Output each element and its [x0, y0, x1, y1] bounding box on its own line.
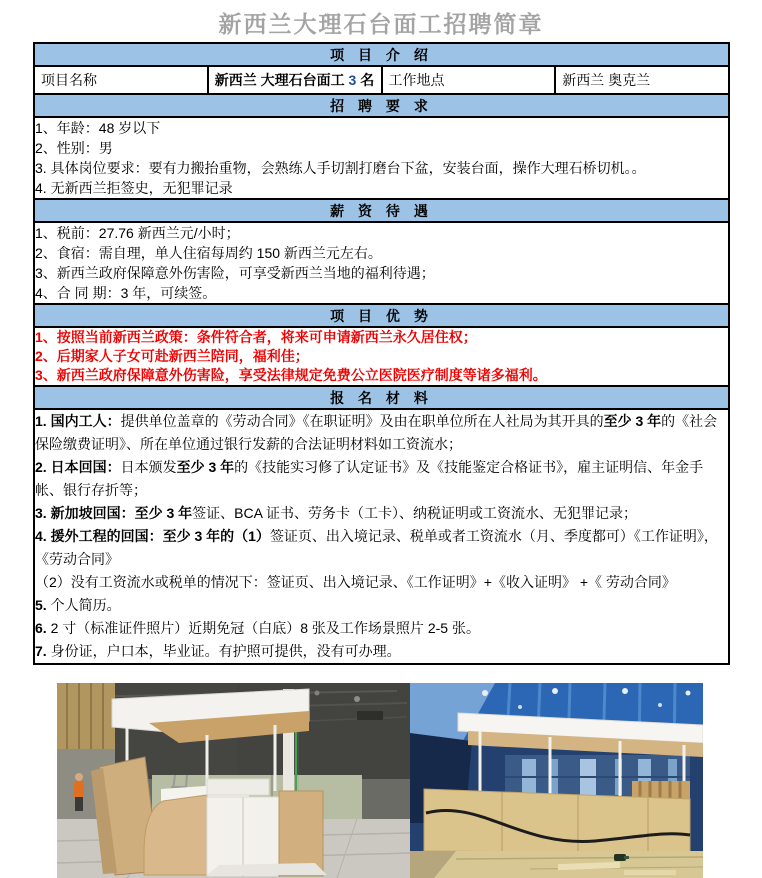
recruitment-table	[33, 42, 730, 665]
material-item: 7. 身份证，户口本，毕业证。有护照可提供，没有可办理。	[35, 643, 401, 659]
section-header-salary: 薪 资 待 遇	[34, 199, 729, 222]
salary-line: 2、食宿：需自理，单人住宿每周约 150 新西兰元左右。	[35, 245, 382, 261]
material-item: （2）没有工资流水或税单的情况下：签证页、出入境记录、《工作证明》+《收入证明》 +《 劳动合同》	[35, 574, 676, 590]
section-header-advantages: 项 目 优 势	[34, 304, 729, 327]
requirement-line: 2、性别：男	[35, 140, 113, 156]
workshop-photo-left	[57, 683, 410, 878]
material-item: 4. 援外工程的回国：至少 3 年的（1）签证页、出入境记录、税单或者工资流水（月、季度都可）《工作证明》，《劳动合同》	[35, 528, 718, 567]
info-value-work-location: 新西兰 奥克兰	[555, 66, 729, 94]
salary-line: 3、新西兰政府保障意外伤害险，可享受新西兰当地的福利待遇；	[35, 265, 435, 281]
requirements-block	[34, 117, 729, 199]
page-title: 新西兰大理石台面工招聘简章	[218, 12, 544, 37]
section-header-materials: 报 名 材 料	[34, 386, 729, 409]
advantage-line: 2、后期家人子女可赴新西兰陪同，福利佳；	[35, 348, 309, 364]
salary-block	[34, 222, 729, 304]
advantages-block	[34, 327, 729, 386]
advantage-line: 1、按照当前新西兰政策：条件符合者，将来可申请新西兰永久居住权；	[35, 329, 477, 345]
photo-strip	[57, 683, 762, 878]
material-item: 6. 2 寸（标准证件照片）近期免冠（白底）8 张及工作场景照片 2-5 张。	[35, 620, 480, 636]
requirement-line: 3. 具体岗位要求：要有力搬抬重物，会熟练人手切割打磨台下盆，安装台面，操作大理石桥切机。。	[35, 160, 646, 176]
material-item: 3. 新加坡回国：至少 3 年签证、BCA 证书、劳务卡（工卡）、纳税证明或工资流水、无犯罪记录；	[35, 505, 638, 521]
requirement-line: 1、年龄：48 岁以下	[35, 120, 161, 136]
info-label-project-name: 项目名称	[34, 66, 208, 94]
requirement-line: 4. 无新西兰拒签史，无犯罪记录	[35, 180, 233, 196]
advantage-line: 3、新西兰政府保障意外伤害险，享受法律规定免费公立医院医疗制度等诸多福利。	[35, 367, 547, 383]
workshop-photo-right	[410, 683, 703, 878]
materials-block	[34, 409, 729, 664]
material-item: 5. 个人简历。	[35, 597, 121, 613]
section-header-project-intro: 项 目 介 绍	[34, 43, 729, 66]
salary-line: 4、合 同 期：3 年，可续签。	[35, 285, 217, 301]
info-label-work-location: 工作地点	[382, 66, 556, 94]
info-value-project-name: 新西兰 大理石台面工 3 名	[208, 66, 382, 94]
material-item: 2. 日本回国：日本颁发至少 3 年的《技能实习修了认定证书》及《技能鉴定合格证书》，雇主证明信、年金手帐、银行存折等；	[35, 459, 704, 498]
section-header-requirements: 招 聘 要 求	[34, 94, 729, 117]
material-item: 1. 国内工人：提供单位盖章的《劳动合同》《在职证明》及由在职单位所在人社局为其开具的至少 3 年的《社会保险缴费证明》、所在单位通过银行发薪的合法证明材料如工资流水；	[35, 413, 718, 452]
salary-line: 1、税前：27.76 新西兰元/小时；	[35, 225, 240, 241]
